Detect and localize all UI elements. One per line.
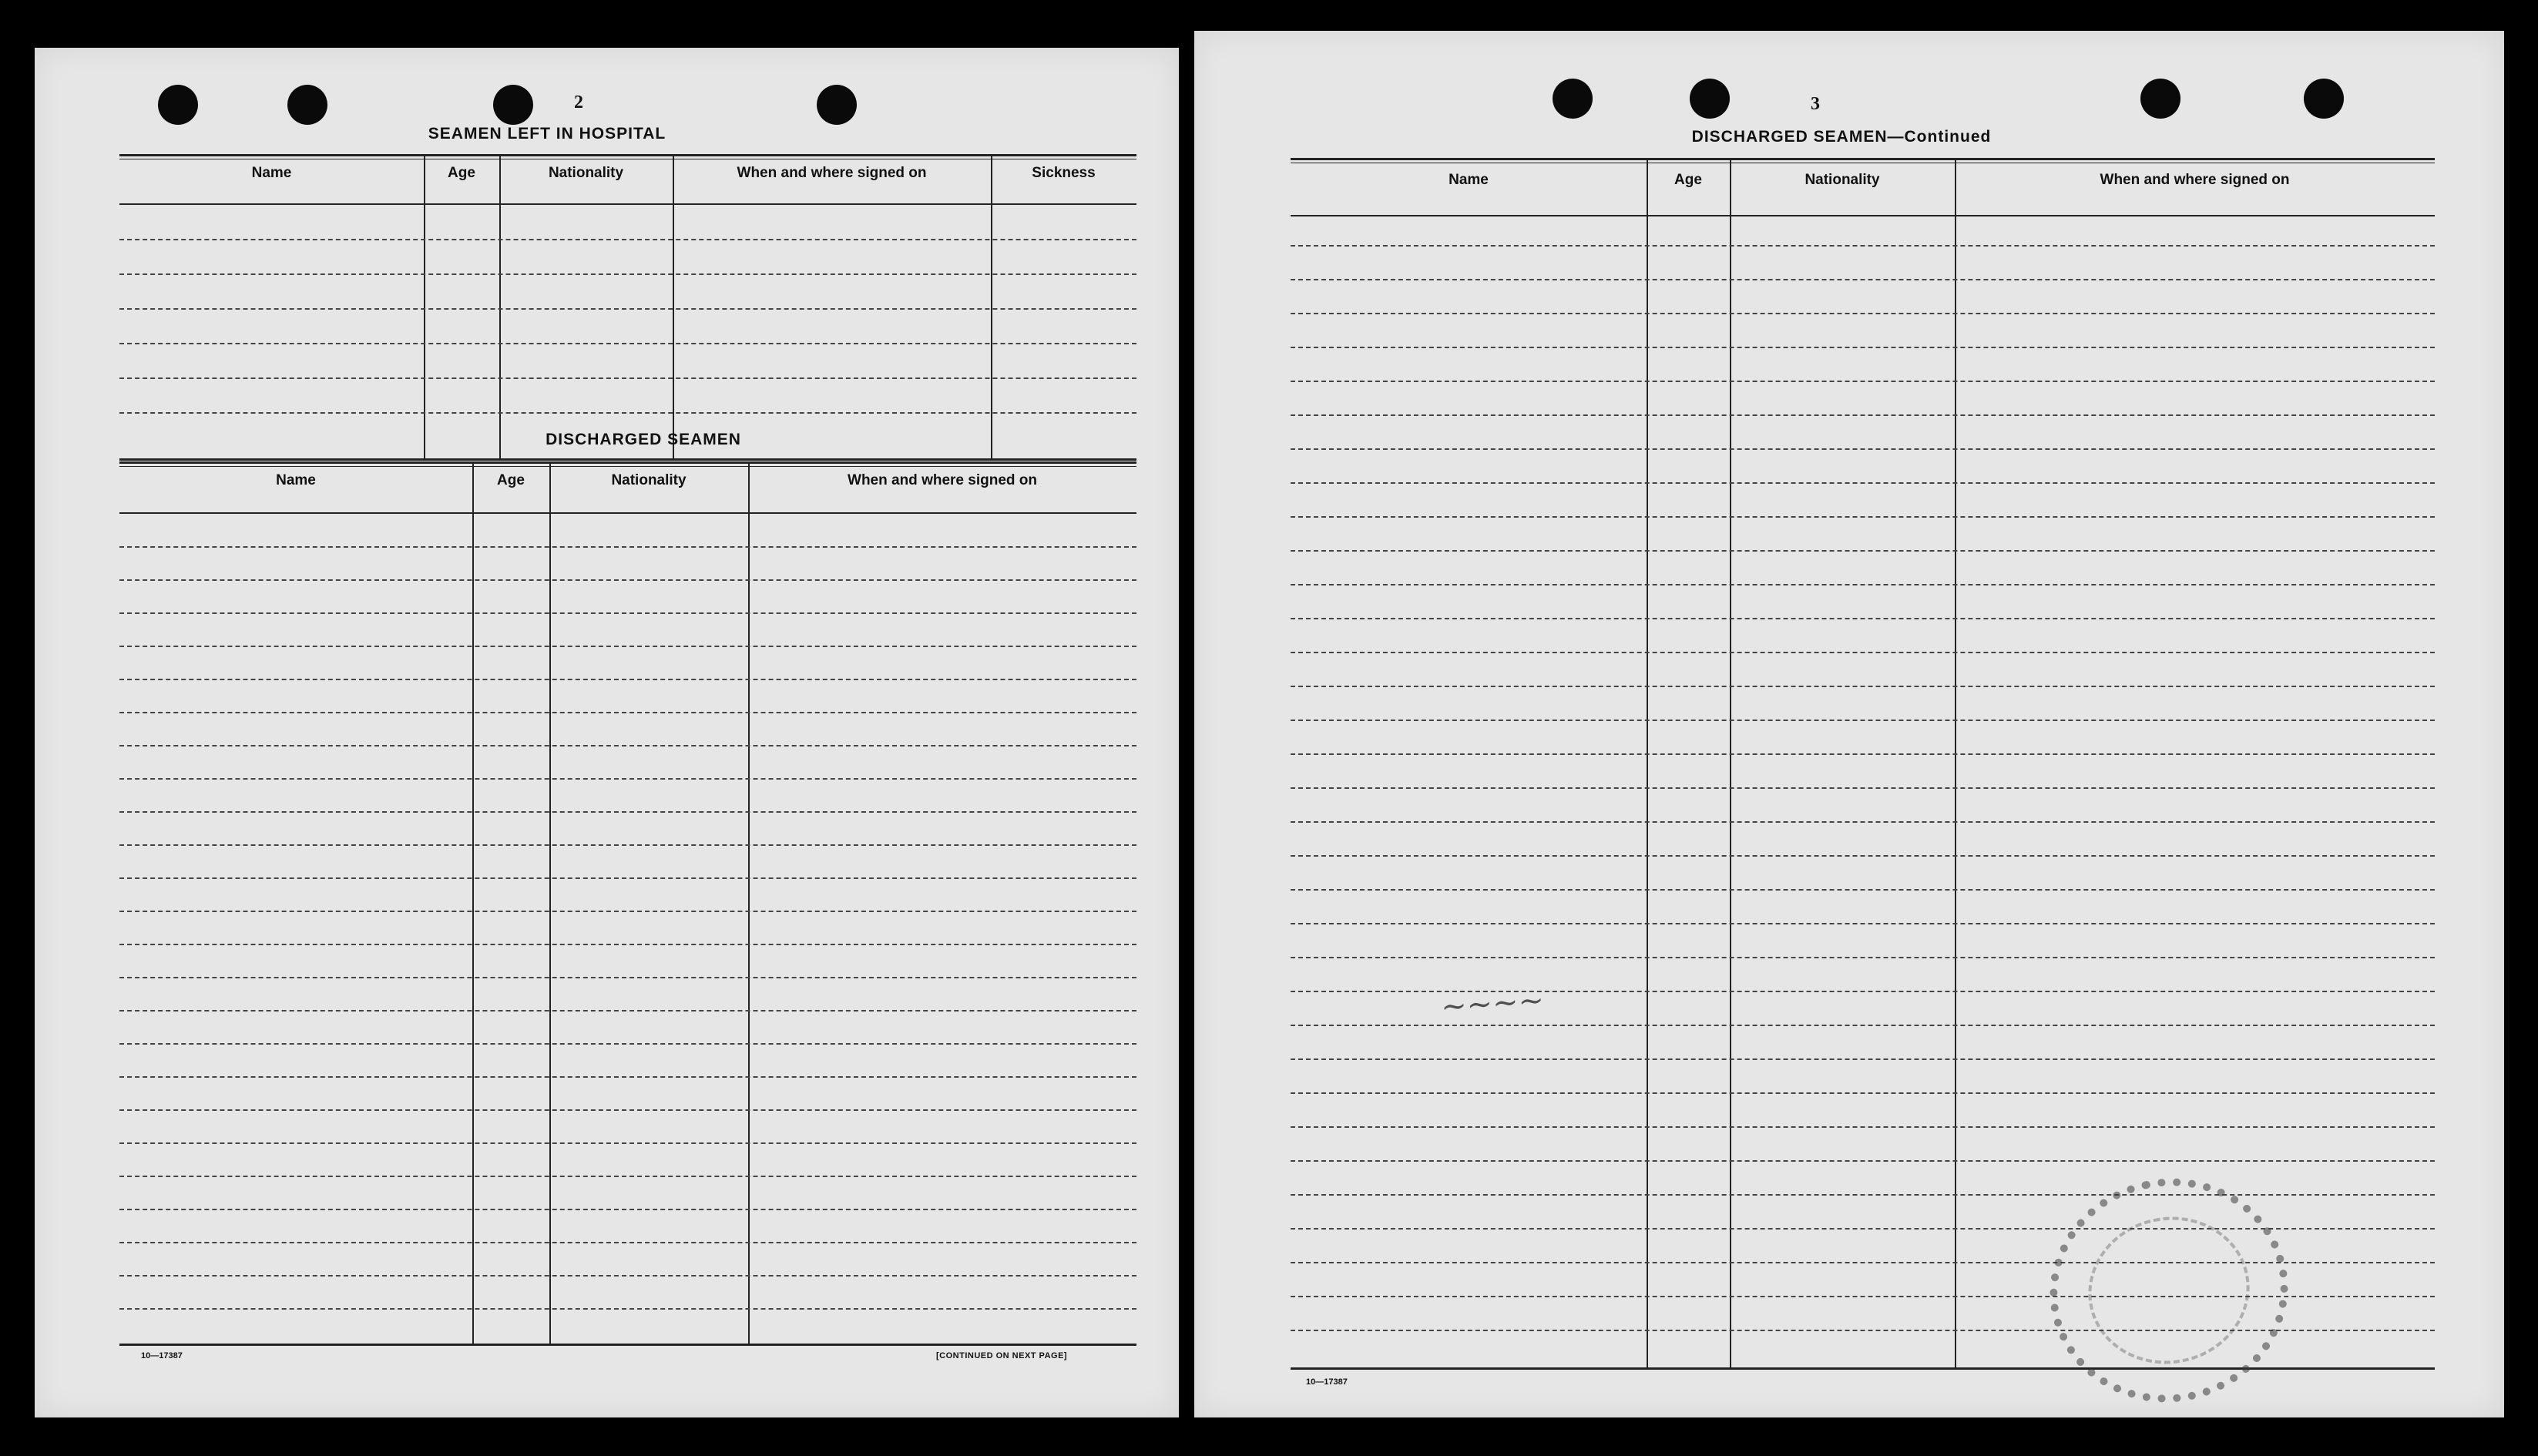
table-row [119, 1209, 1136, 1210]
table-row [119, 273, 1136, 275]
form-number: 10—17387 [141, 1351, 183, 1360]
left-page [35, 48, 1179, 1417]
table-row [1291, 957, 2435, 958]
right-page [1194, 31, 2504, 1417]
table-row [1291, 821, 2435, 823]
table-row [119, 1242, 1136, 1243]
table-row [1291, 516, 2435, 518]
table-row [1291, 1194, 2435, 1196]
discharged-continued-table [1291, 158, 2435, 1367]
table-row [119, 343, 1136, 344]
hospital-table [119, 154, 1136, 458]
table-row [1291, 279, 2435, 280]
table-row [119, 1043, 1136, 1045]
table-row [1291, 313, 2435, 314]
column-header-signed-on: When and where signed on [848, 472, 1037, 488]
table-row [1291, 855, 2435, 857]
column-header-signed-on: When and where signed on [737, 165, 927, 181]
column-header-age: Age [448, 165, 475, 181]
table-row [119, 1275, 1136, 1277]
table-row [1291, 720, 2435, 721]
table-row [1291, 787, 2435, 789]
column-header-age: Age [497, 472, 525, 488]
punch-hole [158, 85, 198, 125]
table-row [119, 844, 1136, 846]
table-row [1291, 686, 2435, 687]
continued-note: [CONTINUED ON NEXT PAGE] [936, 1351, 1068, 1360]
punch-hole [493, 85, 533, 125]
discharged-continued-section-title: DISCHARGED SEAMEN—Continued [1691, 128, 1992, 146]
table-row [1291, 1058, 2435, 1060]
table-row [119, 944, 1136, 945]
table-row [1291, 1025, 2435, 1026]
punch-hole [817, 85, 857, 125]
table-row [119, 778, 1136, 780]
discharged-section-title: DISCHARGED SEAMEN [546, 431, 741, 448]
column-header-nationality: Nationality [1804, 172, 1880, 188]
table-row [1291, 381, 2435, 382]
column-header-signed-on: When and where signed on [2100, 172, 2290, 188]
punch-hole [287, 85, 327, 125]
page-number: 3 [1811, 94, 1820, 114]
page-number: 2 [574, 92, 583, 112]
table-row [1291, 1092, 2435, 1094]
table-row [119, 1010, 1136, 1011]
table-row [1291, 753, 2435, 755]
table-row [1291, 414, 2435, 416]
table-row [119, 811, 1136, 813]
table-row [1291, 618, 2435, 619]
table-row [119, 877, 1136, 879]
column-header-name: Name [276, 472, 316, 488]
table-row [119, 1142, 1136, 1144]
punch-hole [2304, 79, 2344, 119]
punch-hole [2140, 79, 2180, 119]
table-row [1291, 245, 2435, 247]
table-row [119, 1308, 1136, 1310]
table-row [119, 377, 1136, 379]
table-row [119, 612, 1136, 614]
table-row [1291, 584, 2435, 585]
table-row [119, 308, 1136, 310]
table-row [119, 1109, 1136, 1111]
column-header-name: Name [1449, 172, 1489, 188]
table-row [119, 546, 1136, 548]
table-row [119, 1176, 1136, 1177]
column-header-sickness: Sickness [1032, 165, 1096, 181]
punch-hole [1553, 79, 1593, 119]
table-row [1291, 482, 2435, 484]
column-header-age: Age [1674, 172, 1702, 188]
table-row [1291, 889, 2435, 891]
column-header-nationality: Nationality [611, 472, 687, 488]
table-row [1291, 550, 2435, 552]
table-row [1291, 1126, 2435, 1128]
table-row [119, 679, 1136, 680]
table-row [1291, 923, 2435, 924]
discharged-table [119, 461, 1136, 1344]
table-row [119, 745, 1136, 746]
table-row [119, 1076, 1136, 1078]
table-row [119, 412, 1136, 414]
table-row [1291, 1160, 2435, 1162]
table-row [119, 977, 1136, 978]
table-row [119, 579, 1136, 581]
table-row [119, 712, 1136, 713]
table-row [119, 239, 1136, 240]
column-header-name: Name [251, 165, 292, 181]
handwritten-signature: ∼∼∼∼ [1439, 982, 1546, 1025]
hospital-section-title: SEAMEN LEFT IN HOSPITAL [428, 125, 666, 143]
table-row [119, 646, 1136, 647]
table-row [1291, 652, 2435, 653]
punch-hole [1690, 79, 1730, 119]
column-header-nationality: Nationality [548, 165, 624, 181]
table-row [119, 911, 1136, 912]
table-row [1291, 347, 2435, 348]
form-number: 10—17387 [1306, 1377, 1348, 1387]
table-row [1291, 448, 2435, 450]
